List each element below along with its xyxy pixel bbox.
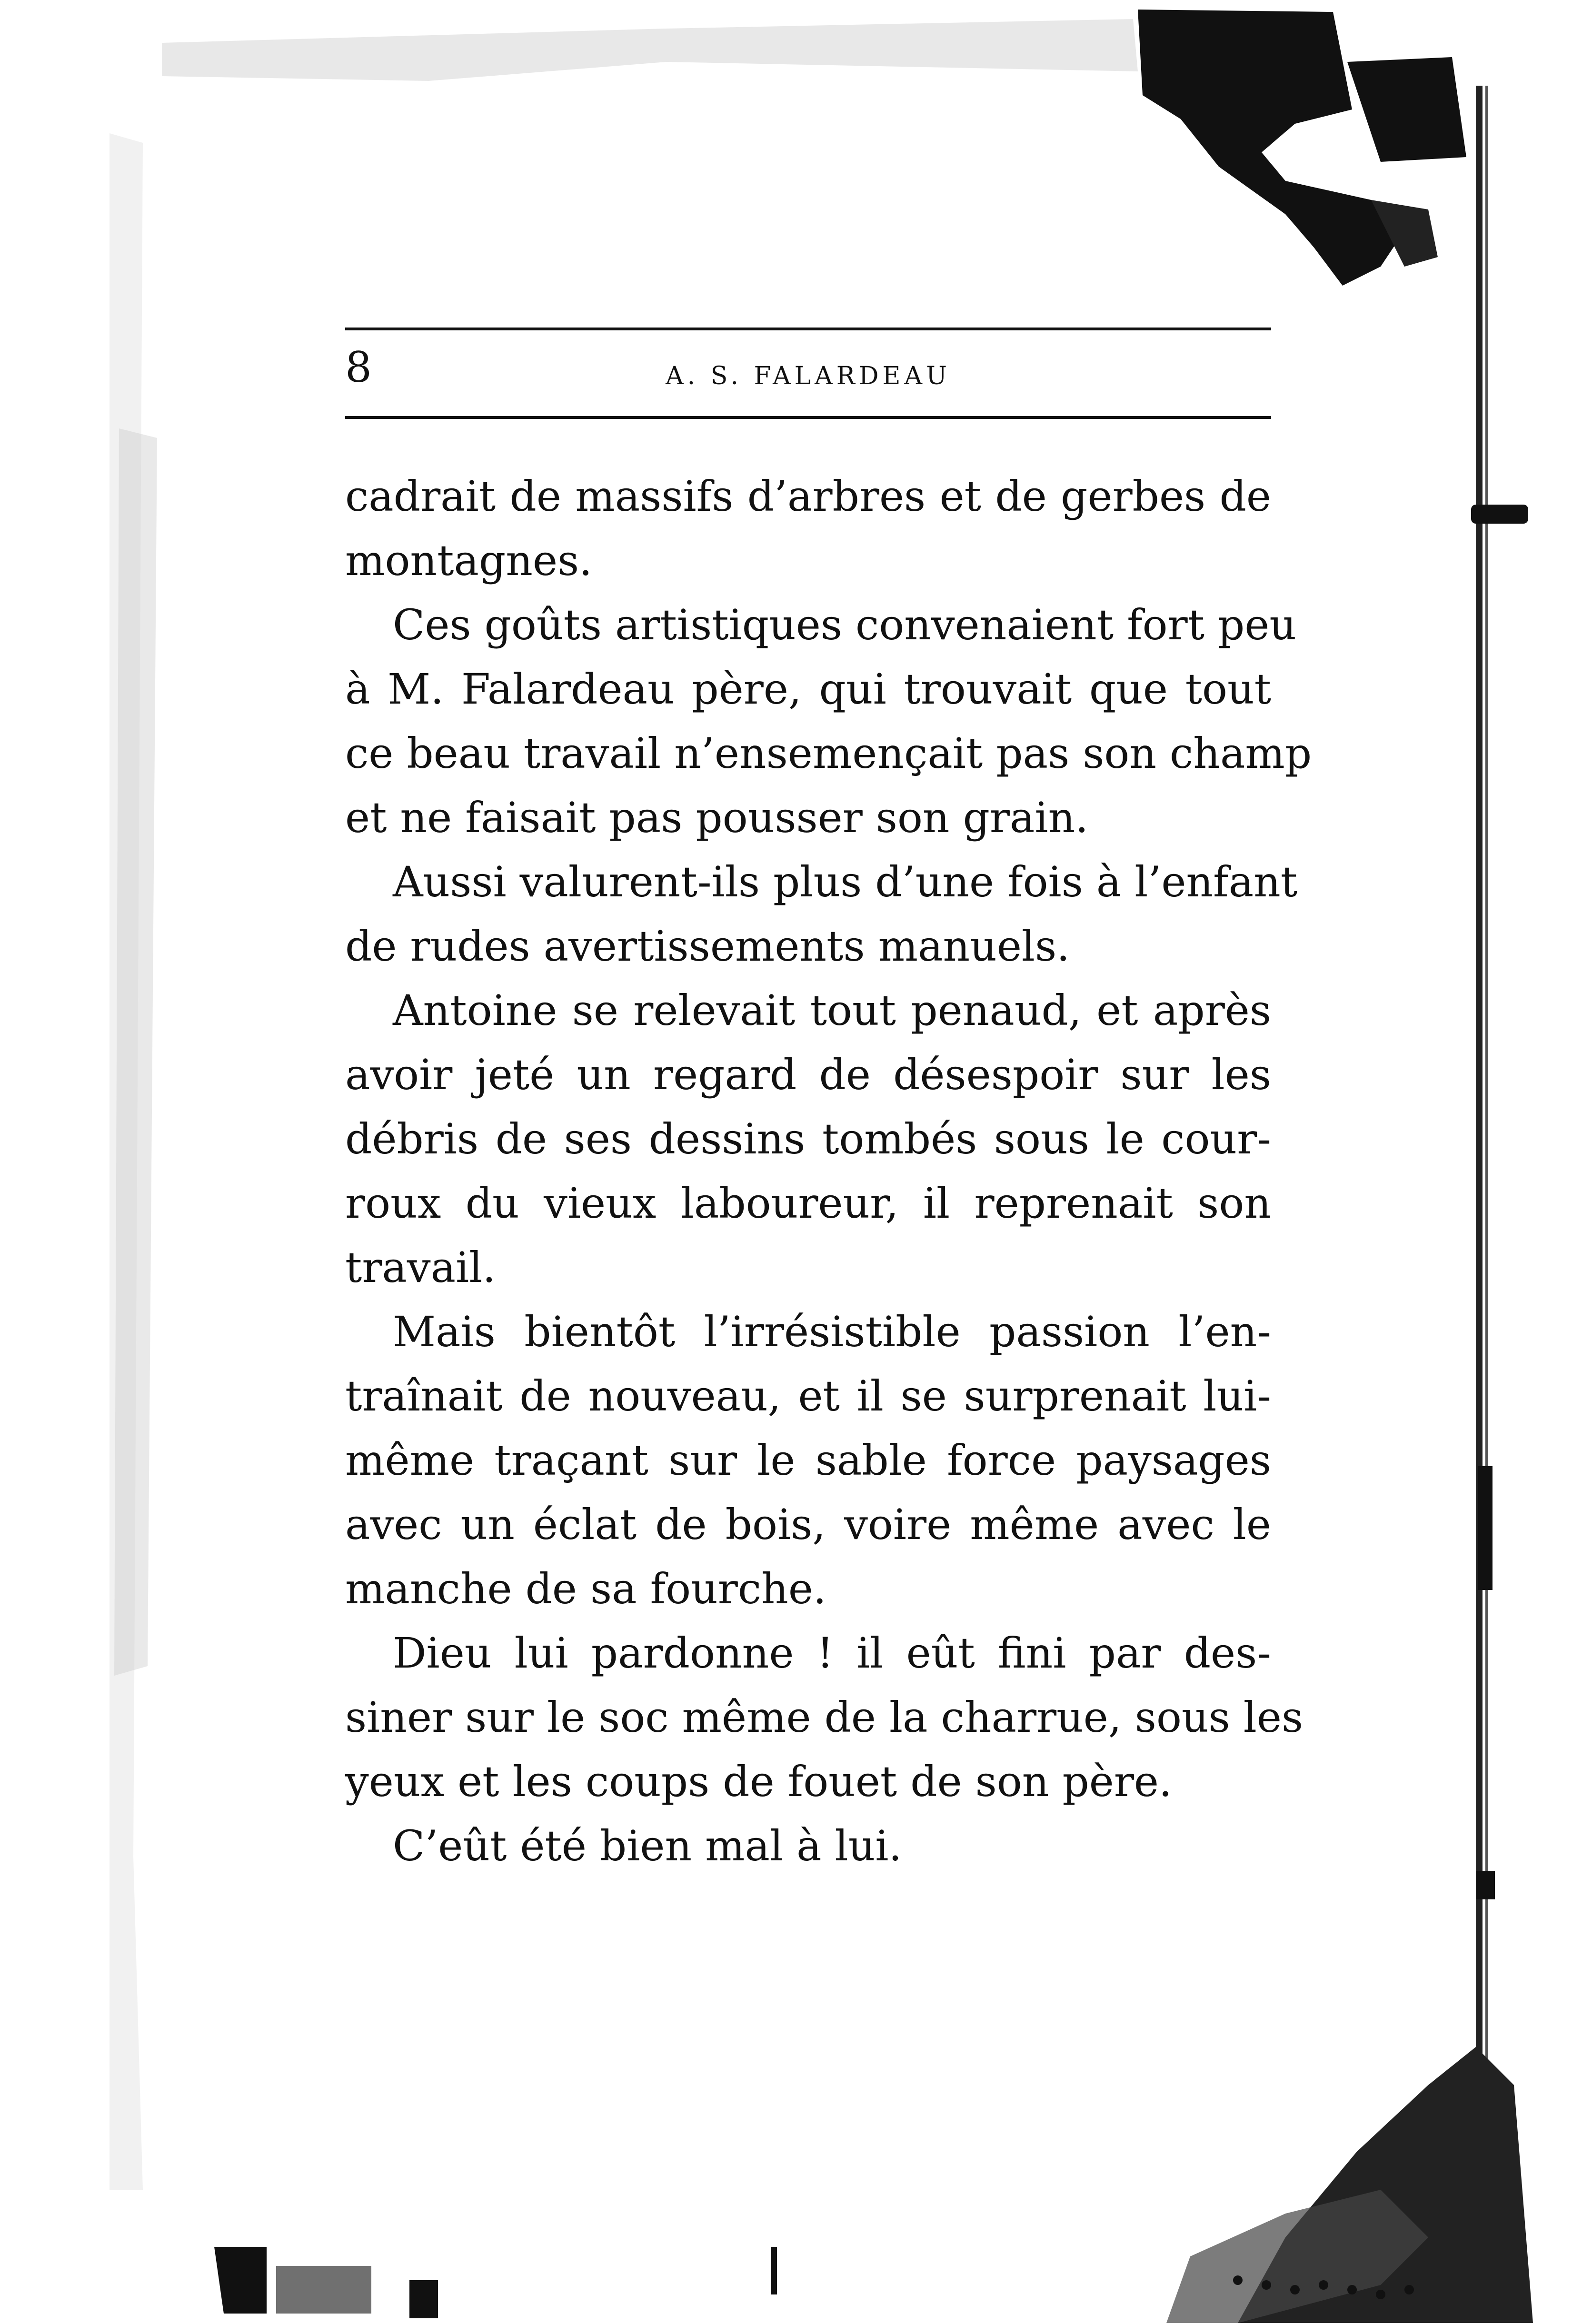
- body-text: [345, 464, 1312, 1878]
- text-line: siner sur le soc même de la charrue, sous les: [345, 1693, 1303, 1742]
- text-line: à M. Falardeau père, qui trouvait que tout: [345, 665, 1271, 714]
- header-bottom-rule: [345, 416, 1271, 419]
- text-line: travail.: [345, 1243, 496, 1292]
- text-line: roux du vieux laboureur, il reprenait son: [345, 1179, 1271, 1228]
- text-line: avoir jeté un regard de désespoir sur les: [345, 1050, 1271, 1099]
- running-head: A. S. FALARDEAU: [666, 362, 951, 390]
- text-line: C’eût été bien mal à lui.: [393, 1821, 902, 1870]
- page-number: 8: [345, 343, 372, 392]
- text-line: Antoine se relevait tout penaud, et après: [393, 986, 1271, 1035]
- text-line: débris de ses dessins tombés sous le cour-: [345, 1114, 1271, 1163]
- text-line: Ces goûts artistiques convenaient fort peu: [393, 600, 1297, 649]
- text-line: Aussi valurent-ils plus d’une fois à l’enfant: [393, 857, 1298, 906]
- text-line: et ne faisait pas pousser son grain.: [345, 793, 1089, 842]
- header-top-rule: [345, 328, 1271, 330]
- text-line: manche de sa fourche.: [345, 1564, 826, 1613]
- text-line: yeux et les coups de fouet de son père.: [345, 1757, 1172, 1806]
- text-line: même traçant sur le sable force paysages: [345, 1436, 1271, 1485]
- text-line: avec un éclat de bois, voire même avec le: [345, 1500, 1271, 1549]
- text-line: ce beau travail n’ensemençait pas son champ: [345, 729, 1312, 778]
- page-header: [345, 328, 1271, 430]
- text-line: cadrait de massifs d’arbres et de gerbes de: [345, 472, 1271, 521]
- text-line: de rudes avertissements manuels.: [345, 922, 1070, 971]
- text-line: montagnes.: [345, 536, 593, 585]
- text-line: traînait de nouveau, et il se surprenait lui-: [345, 1371, 1271, 1420]
- text-line: Dieu lui pardonne ! il eût fini par des-: [393, 1629, 1271, 1678]
- text-line: Mais bientôt l’irrésistible passion l’en-: [393, 1307, 1271, 1356]
